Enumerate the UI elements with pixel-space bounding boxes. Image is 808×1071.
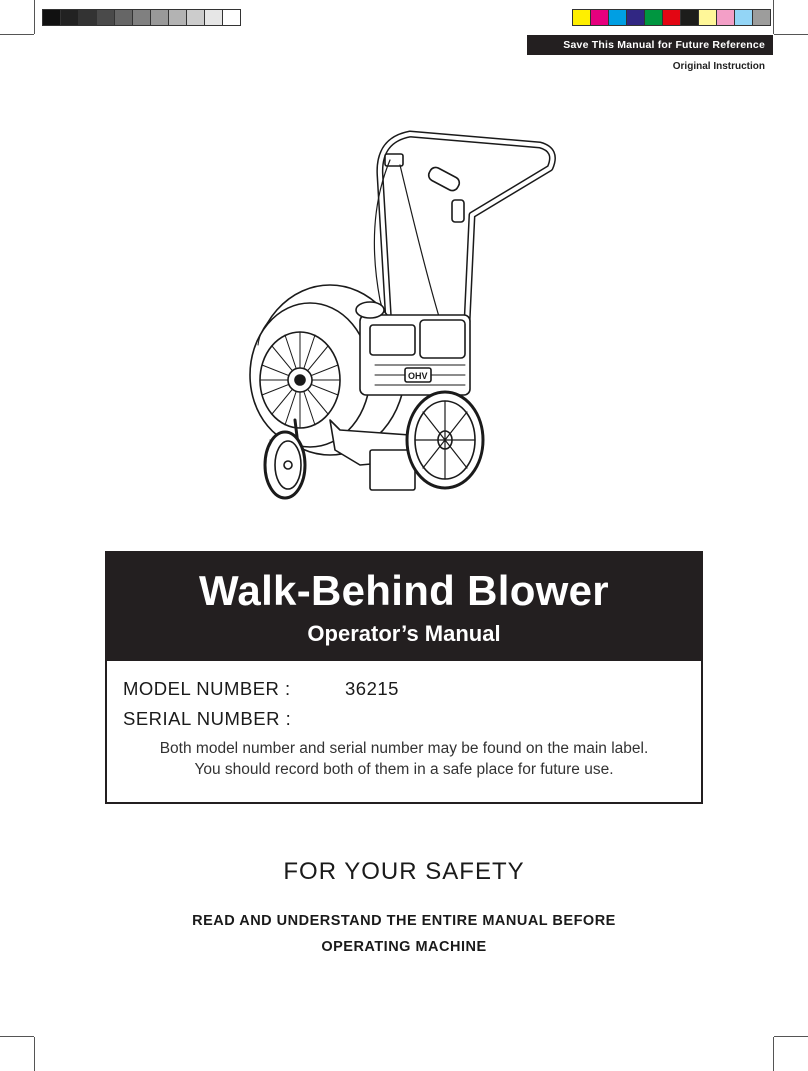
gray-swatch bbox=[43, 10, 61, 25]
number-location-note bbox=[107, 738, 701, 780]
save-manual-text: Save This Manual for Future Reference bbox=[563, 39, 765, 51]
note-line-1: Both model number and serial number may be found on the main label. bbox=[159, 740, 649, 757]
walk-behind-blower-illustration bbox=[240, 120, 570, 505]
color-swatch bbox=[681, 10, 699, 25]
safety-heading: FOR YOUR SAFETY bbox=[283, 858, 525, 885]
safety-line-2: OPERATING MACHINE bbox=[321, 939, 487, 955]
color-swatch bbox=[717, 10, 735, 25]
crop-mark-bottom-right-v bbox=[773, 1037, 774, 1071]
crop-mark-bottom-right-h bbox=[774, 1036, 808, 1037]
gray-color-bar bbox=[42, 9, 241, 26]
crop-mark-top-left-h bbox=[0, 34, 34, 35]
handle-grip bbox=[427, 165, 462, 192]
product-title: Walk-Behind Blower bbox=[199, 567, 609, 614]
gray-swatch bbox=[169, 10, 187, 25]
color-swatch bbox=[627, 10, 645, 25]
crop-mark-bottom-left-h bbox=[0, 1036, 34, 1037]
color-swatch bbox=[609, 10, 627, 25]
gray-swatch bbox=[205, 10, 223, 25]
note-line-2: You should record both of them in a safe place for future use. bbox=[194, 761, 614, 778]
save-manual-banner bbox=[527, 35, 773, 55]
serial-number-row bbox=[123, 708, 291, 730]
process-color-bar bbox=[572, 9, 771, 26]
color-swatch bbox=[735, 10, 753, 25]
manual-subtitle: Operator’s Manual bbox=[307, 621, 501, 646]
gray-swatch bbox=[133, 10, 151, 25]
engine-ohv-label: OHV bbox=[408, 371, 428, 381]
model-number-row bbox=[123, 678, 399, 700]
title-header bbox=[107, 553, 701, 661]
color-swatch bbox=[699, 10, 717, 25]
gray-swatch bbox=[97, 10, 115, 25]
title-box bbox=[105, 551, 703, 804]
rear-wheel bbox=[407, 392, 483, 488]
gray-swatch bbox=[115, 10, 133, 25]
crop-mark-bottom-left-v bbox=[34, 1037, 35, 1071]
crop-mark-top-right-h bbox=[774, 34, 808, 35]
gray-swatch bbox=[223, 10, 240, 25]
color-swatch bbox=[753, 10, 770, 25]
crop-mark-top-left-v bbox=[34, 0, 35, 34]
color-swatch bbox=[573, 10, 591, 25]
color-swatch bbox=[591, 10, 609, 25]
safety-line-1: READ AND UNDERSTAND THE ENTIRE MANUAL BEFORE bbox=[192, 913, 616, 929]
serial-number-label: SERIAL NUMBER : bbox=[123, 708, 292, 729]
safety-instruction bbox=[0, 908, 808, 960]
model-number-value: 36215 bbox=[345, 678, 399, 699]
color-swatch bbox=[645, 10, 663, 25]
gray-swatch bbox=[151, 10, 169, 25]
original-instruction-label: Original Instruction bbox=[672, 61, 765, 72]
gray-swatch bbox=[61, 10, 79, 25]
crop-mark-top-right-v bbox=[773, 0, 774, 34]
color-swatch bbox=[663, 10, 681, 25]
gray-swatch bbox=[79, 10, 97, 25]
gray-swatch bbox=[187, 10, 205, 25]
fuel-cap bbox=[356, 302, 384, 318]
model-number-label: MODEL NUMBER : bbox=[123, 678, 291, 699]
